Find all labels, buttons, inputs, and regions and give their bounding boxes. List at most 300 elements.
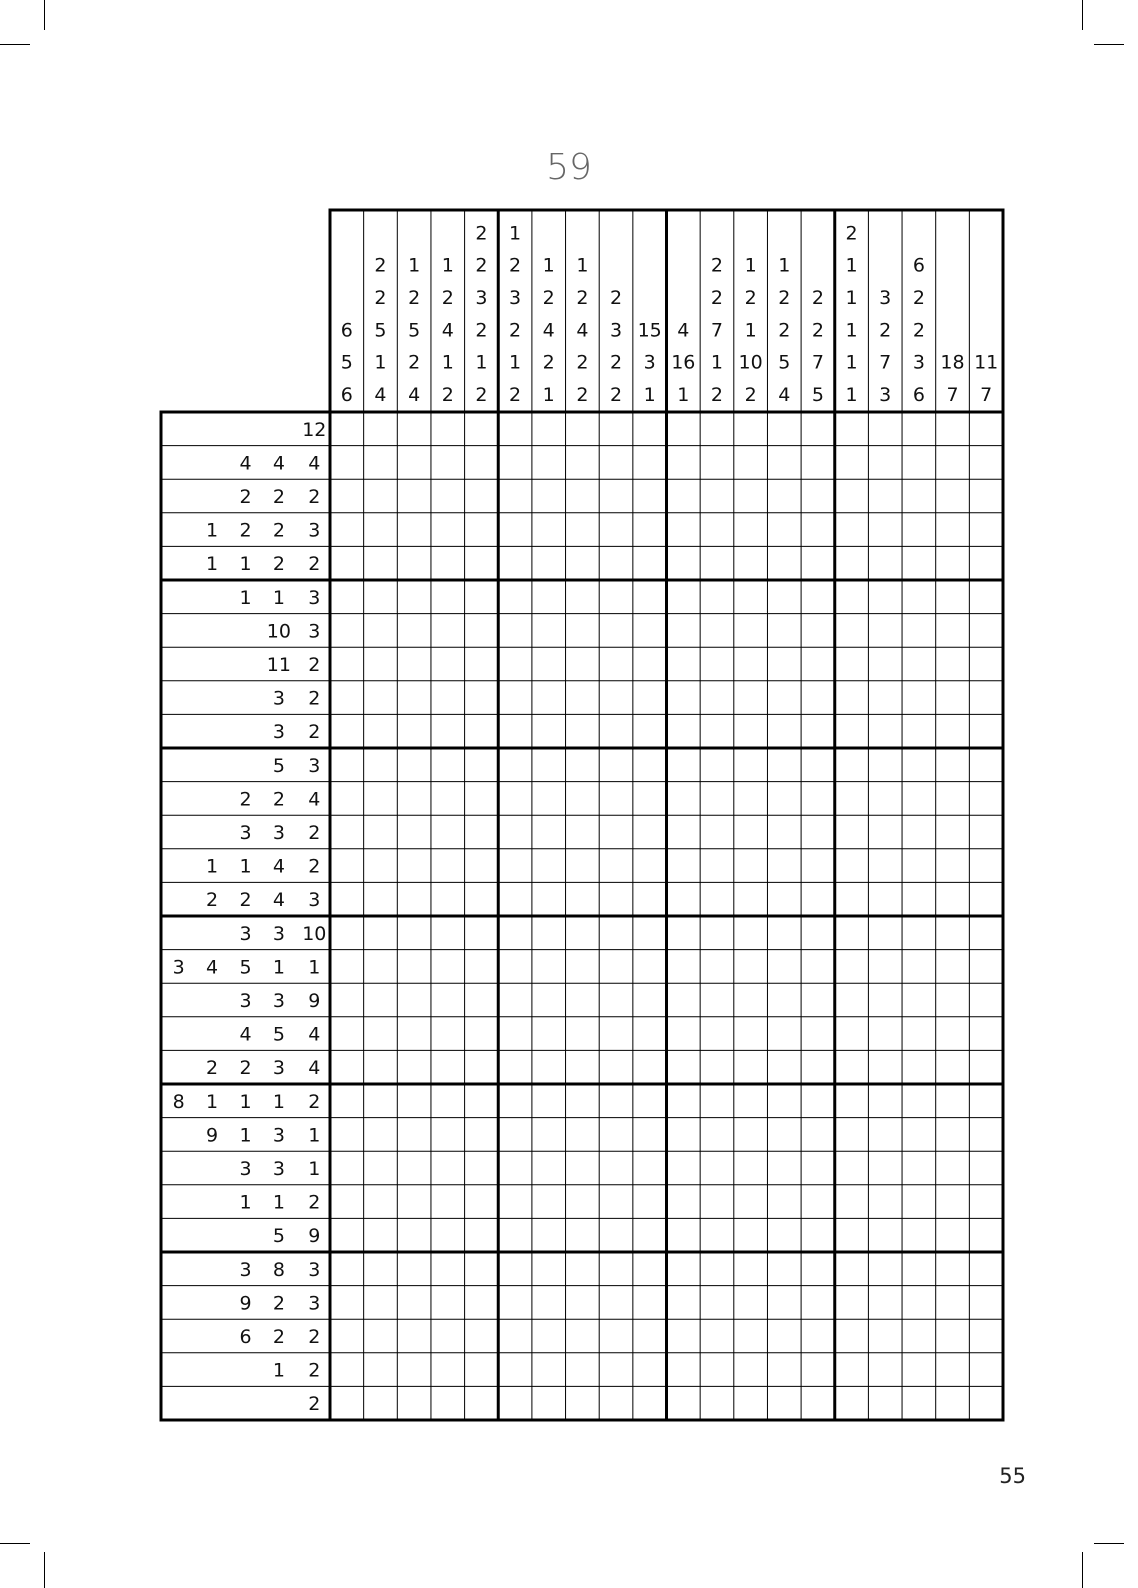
grid-cell[interactable] — [599, 748, 633, 782]
grid-cell[interactable] — [431, 614, 465, 648]
grid-cell[interactable] — [868, 748, 902, 782]
grid-cell[interactable] — [667, 1252, 701, 1286]
grid-cell[interactable] — [465, 714, 499, 748]
grid-cell[interactable] — [532, 412, 566, 446]
grid-cell[interactable] — [801, 1050, 835, 1084]
grid-cell[interactable] — [700, 916, 734, 950]
grid-cell[interactable] — [936, 1319, 970, 1353]
grid-cell[interactable] — [868, 1050, 902, 1084]
grid-cell[interactable] — [532, 1084, 566, 1118]
grid-cell[interactable] — [868, 1084, 902, 1118]
grid-cell[interactable] — [700, 782, 734, 816]
grid-cell[interactable] — [868, 849, 902, 883]
grid-cell[interactable] — [936, 714, 970, 748]
grid-cell[interactable] — [835, 412, 869, 446]
grid-cell[interactable] — [667, 479, 701, 513]
grid-cell[interactable] — [498, 1118, 532, 1152]
grid-cell[interactable] — [868, 916, 902, 950]
grid-cell[interactable] — [633, 681, 667, 715]
grid-cell[interactable] — [397, 882, 431, 916]
grid-cell[interactable] — [902, 681, 936, 715]
grid-cell[interactable] — [700, 950, 734, 984]
grid-cell[interactable] — [667, 983, 701, 1017]
grid-cell[interactable] — [633, 412, 667, 446]
grid-cell[interactable] — [397, 916, 431, 950]
grid-cell[interactable] — [835, 681, 869, 715]
grid-cell[interactable] — [969, 983, 1003, 1017]
grid-cell[interactable] — [936, 513, 970, 547]
grid-cell[interactable] — [397, 546, 431, 580]
grid-cell[interactable] — [801, 748, 835, 782]
grid-cell[interactable] — [902, 882, 936, 916]
grid-cell[interactable] — [633, 1084, 667, 1118]
grid-cell[interactable] — [633, 916, 667, 950]
grid-cell[interactable] — [566, 1252, 600, 1286]
grid-cell[interactable] — [667, 1050, 701, 1084]
grid-cell[interactable] — [734, 1386, 768, 1420]
grid-cell[interactable] — [801, 681, 835, 715]
grid-cell[interactable] — [330, 782, 364, 816]
grid-cell[interactable] — [700, 1050, 734, 1084]
grid-cell[interactable] — [599, 614, 633, 648]
grid-cell[interactable] — [868, 513, 902, 547]
grid-cell[interactable] — [498, 714, 532, 748]
grid-cell[interactable] — [767, 614, 801, 648]
grid-cell[interactable] — [633, 647, 667, 681]
grid-cell[interactable] — [532, 782, 566, 816]
grid-cell[interactable] — [936, 546, 970, 580]
grid-cell[interactable] — [902, 1252, 936, 1286]
grid-cell[interactable] — [667, 412, 701, 446]
grid-cell[interactable] — [902, 916, 936, 950]
grid-cell[interactable] — [700, 983, 734, 1017]
grid-cell[interactable] — [801, 782, 835, 816]
grid-cell[interactable] — [936, 1151, 970, 1185]
grid-cell[interactable] — [465, 1151, 499, 1185]
grid-cell[interactable] — [902, 1319, 936, 1353]
grid-cell[interactable] — [936, 815, 970, 849]
grid-cell[interactable] — [868, 1118, 902, 1152]
grid-cell[interactable] — [330, 1218, 364, 1252]
grid-cell[interactable] — [330, 580, 364, 614]
grid-cell[interactable] — [397, 1118, 431, 1152]
grid-cell[interactable] — [969, 647, 1003, 681]
grid-cell[interactable] — [902, 950, 936, 984]
grid-cell[interactable] — [835, 1252, 869, 1286]
grid-cell[interactable] — [465, 1118, 499, 1152]
grid-cell[interactable] — [835, 580, 869, 614]
grid-cell[interactable] — [364, 546, 398, 580]
grid-cell[interactable] — [330, 815, 364, 849]
grid-cell[interactable] — [633, 983, 667, 1017]
grid-cell[interactable] — [397, 748, 431, 782]
grid-cell[interactable] — [700, 647, 734, 681]
grid-cell[interactable] — [801, 1185, 835, 1219]
grid-cell[interactable] — [532, 513, 566, 547]
grid-cell[interactable] — [902, 714, 936, 748]
grid-cell[interactable] — [364, 446, 398, 480]
grid-cell[interactable] — [868, 546, 902, 580]
grid-cell[interactable] — [936, 1252, 970, 1286]
grid-cell[interactable] — [330, 748, 364, 782]
grid-cell[interactable] — [431, 412, 465, 446]
grid-cell[interactable] — [633, 882, 667, 916]
grid-cell[interactable] — [734, 1353, 768, 1387]
grid-cell[interactable] — [801, 1118, 835, 1152]
grid-cell[interactable] — [767, 1218, 801, 1252]
grid-cell[interactable] — [431, 580, 465, 614]
grid-cell[interactable] — [330, 1252, 364, 1286]
grid-cell[interactable] — [465, 916, 499, 950]
grid-cell[interactable] — [330, 882, 364, 916]
grid-cell[interactable] — [364, 1252, 398, 1286]
grid-cell[interactable] — [667, 1353, 701, 1387]
grid-cell[interactable] — [969, 1084, 1003, 1118]
grid-cell[interactable] — [868, 882, 902, 916]
grid-cell[interactable] — [868, 1286, 902, 1320]
grid-cell[interactable] — [969, 614, 1003, 648]
grid-cell[interactable] — [801, 714, 835, 748]
grid-cell[interactable] — [835, 714, 869, 748]
grid-cell[interactable] — [868, 950, 902, 984]
grid-cell[interactable] — [667, 1084, 701, 1118]
grid-cell[interactable] — [397, 580, 431, 614]
grid-cell[interactable] — [532, 1286, 566, 1320]
grid-cell[interactable] — [364, 647, 398, 681]
grid-cell[interactable] — [465, 782, 499, 816]
grid-cell[interactable] — [734, 1118, 768, 1152]
grid-cell[interactable] — [767, 1319, 801, 1353]
grid-cell[interactable] — [700, 1151, 734, 1185]
grid-cell[interactable] — [465, 1050, 499, 1084]
grid-cell[interactable] — [700, 1386, 734, 1420]
grid-cell[interactable] — [599, 1050, 633, 1084]
grid-cell[interactable] — [364, 1185, 398, 1219]
grid-cell[interactable] — [868, 647, 902, 681]
grid-cell[interactable] — [902, 1017, 936, 1051]
grid-cell[interactable] — [969, 580, 1003, 614]
grid-cell[interactable] — [835, 1386, 869, 1420]
grid-cell[interactable] — [767, 1286, 801, 1320]
grid-cell[interactable] — [431, 1353, 465, 1387]
grid-cell[interactable] — [868, 714, 902, 748]
grid-cell[interactable] — [868, 479, 902, 513]
grid-cell[interactable] — [734, 1151, 768, 1185]
grid-cell[interactable] — [868, 1151, 902, 1185]
grid-cell[interactable] — [431, 1185, 465, 1219]
grid-cell[interactable] — [397, 714, 431, 748]
grid-cell[interactable] — [465, 1353, 499, 1387]
grid-cell[interactable] — [465, 1319, 499, 1353]
grid-cell[interactable] — [868, 815, 902, 849]
grid-cell[interactable] — [465, 1386, 499, 1420]
grid-cell[interactable] — [801, 546, 835, 580]
grid-cell[interactable] — [767, 1050, 801, 1084]
grid-cell[interactable] — [633, 849, 667, 883]
grid-cell[interactable] — [599, 1118, 633, 1152]
grid-cell[interactable] — [801, 815, 835, 849]
grid-cell[interactable] — [498, 647, 532, 681]
grid-cell[interactable] — [566, 849, 600, 883]
grid-cell[interactable] — [667, 950, 701, 984]
grid-cell[interactable] — [734, 815, 768, 849]
grid-cell[interactable] — [330, 1353, 364, 1387]
grid-cell[interactable] — [734, 614, 768, 648]
grid-cell[interactable] — [397, 1050, 431, 1084]
grid-cell[interactable] — [734, 882, 768, 916]
grid-cell[interactable] — [364, 782, 398, 816]
grid-cell[interactable] — [599, 412, 633, 446]
grid-cell[interactable] — [330, 1286, 364, 1320]
grid-cell[interactable] — [532, 647, 566, 681]
grid-cell[interactable] — [498, 1151, 532, 1185]
grid-cell[interactable] — [700, 1286, 734, 1320]
grid-cell[interactable] — [734, 1084, 768, 1118]
grid-cell[interactable] — [801, 647, 835, 681]
grid-cell[interactable] — [431, 916, 465, 950]
grid-cell[interactable] — [364, 1017, 398, 1051]
grid-cell[interactable] — [599, 1151, 633, 1185]
grid-cell[interactable] — [532, 950, 566, 984]
grid-cell[interactable] — [599, 882, 633, 916]
grid-cell[interactable] — [767, 815, 801, 849]
grid-cell[interactable] — [364, 412, 398, 446]
grid-cell[interactable] — [633, 950, 667, 984]
grid-cell[interactable] — [599, 1017, 633, 1051]
grid-cell[interactable] — [868, 614, 902, 648]
grid-cell[interactable] — [633, 446, 667, 480]
grid-cell[interactable] — [969, 1218, 1003, 1252]
grid-cell[interactable] — [801, 950, 835, 984]
grid-cell[interactable] — [801, 1386, 835, 1420]
grid-cell[interactable] — [465, 748, 499, 782]
grid-cell[interactable] — [498, 1185, 532, 1219]
grid-cell[interactable] — [397, 1084, 431, 1118]
grid-cell[interactable] — [566, 1017, 600, 1051]
grid-cell[interactable] — [397, 513, 431, 547]
grid-cell[interactable] — [969, 950, 1003, 984]
grid-cell[interactable] — [767, 950, 801, 984]
grid-cell[interactable] — [633, 1151, 667, 1185]
grid-cell[interactable] — [835, 1050, 869, 1084]
grid-cell[interactable] — [969, 546, 1003, 580]
grid-cell[interactable] — [599, 1252, 633, 1286]
grid-cell[interactable] — [700, 681, 734, 715]
grid-cell[interactable] — [397, 1017, 431, 1051]
grid-cell[interactable] — [532, 580, 566, 614]
grid-cell[interactable] — [801, 1151, 835, 1185]
grid-cell[interactable] — [566, 983, 600, 1017]
grid-cell[interactable] — [969, 1252, 1003, 1286]
grid-cell[interactable] — [902, 580, 936, 614]
grid-cell[interactable] — [700, 446, 734, 480]
grid-cell[interactable] — [498, 614, 532, 648]
grid-cell[interactable] — [330, 1017, 364, 1051]
grid-cell[interactable] — [667, 1319, 701, 1353]
grid-cell[interactable] — [532, 1050, 566, 1084]
grid-cell[interactable] — [431, 546, 465, 580]
grid-cell[interactable] — [801, 1252, 835, 1286]
grid-cell[interactable] — [936, 748, 970, 782]
grid-cell[interactable] — [431, 479, 465, 513]
grid-cell[interactable] — [465, 479, 499, 513]
grid-cell[interactable] — [835, 1084, 869, 1118]
grid-cell[interactable] — [969, 1185, 1003, 1219]
grid-cell[interactable] — [465, 446, 499, 480]
grid-cell[interactable] — [835, 916, 869, 950]
grid-cell[interactable] — [767, 1185, 801, 1219]
grid-cell[interactable] — [498, 412, 532, 446]
grid-cell[interactable] — [936, 1084, 970, 1118]
grid-cell[interactable] — [566, 546, 600, 580]
grid-cell[interactable] — [835, 983, 869, 1017]
grid-cell[interactable] — [431, 849, 465, 883]
grid-cell[interactable] — [465, 1286, 499, 1320]
grid-cell[interactable] — [397, 950, 431, 984]
grid-cell[interactable] — [532, 1386, 566, 1420]
grid-cell[interactable] — [902, 1050, 936, 1084]
grid-cell[interactable] — [566, 1151, 600, 1185]
grid-cell[interactable] — [734, 714, 768, 748]
grid-cell[interactable] — [566, 1286, 600, 1320]
grid-cell[interactable] — [599, 1218, 633, 1252]
grid-cell[interactable] — [532, 1185, 566, 1219]
grid-cell[interactable] — [498, 1084, 532, 1118]
grid-cell[interactable] — [465, 546, 499, 580]
grid-cell[interactable] — [969, 1118, 1003, 1152]
grid-cell[interactable] — [599, 1084, 633, 1118]
grid-cell[interactable] — [969, 1017, 1003, 1051]
grid-cell[interactable] — [566, 681, 600, 715]
grid-cell[interactable] — [734, 446, 768, 480]
grid-cell[interactable] — [734, 1185, 768, 1219]
grid-cell[interactable] — [465, 983, 499, 1017]
grid-cell[interactable] — [364, 614, 398, 648]
grid-cell[interactable] — [734, 647, 768, 681]
grid-cell[interactable] — [835, 1185, 869, 1219]
grid-cell[interactable] — [936, 782, 970, 816]
grid-cell[interactable] — [498, 546, 532, 580]
grid-cell[interactable] — [700, 1084, 734, 1118]
grid-cell[interactable] — [969, 748, 1003, 782]
grid-cell[interactable] — [599, 546, 633, 580]
grid-cell[interactable] — [633, 614, 667, 648]
grid-cell[interactable] — [734, 748, 768, 782]
grid-cell[interactable] — [767, 748, 801, 782]
grid-cell[interactable] — [734, 1017, 768, 1051]
grid-cell[interactable] — [667, 446, 701, 480]
grid-cell[interactable] — [700, 580, 734, 614]
grid-cell[interactable] — [532, 815, 566, 849]
grid-cell[interactable] — [498, 882, 532, 916]
grid-cell[interactable] — [667, 1386, 701, 1420]
grid-cell[interactable] — [633, 1017, 667, 1051]
grid-cell[interactable] — [532, 479, 566, 513]
grid-cell[interactable] — [734, 1218, 768, 1252]
grid-cell[interactable] — [566, 647, 600, 681]
grid-cell[interactable] — [498, 1386, 532, 1420]
grid-cell[interactable] — [633, 513, 667, 547]
grid-cell[interactable] — [532, 1319, 566, 1353]
grid-cell[interactable] — [498, 983, 532, 1017]
grid-cell[interactable] — [936, 882, 970, 916]
grid-cell[interactable] — [330, 412, 364, 446]
grid-cell[interactable] — [498, 950, 532, 984]
grid-cell[interactable] — [599, 513, 633, 547]
grid-cell[interactable] — [835, 1218, 869, 1252]
grid-cell[interactable] — [835, 513, 869, 547]
grid-cell[interactable] — [767, 412, 801, 446]
grid-cell[interactable] — [532, 1252, 566, 1286]
grid-cell[interactable] — [801, 1353, 835, 1387]
grid-cell[interactable] — [667, 1218, 701, 1252]
grid-cell[interactable] — [397, 815, 431, 849]
grid-cell[interactable] — [902, 815, 936, 849]
grid-cell[interactable] — [667, 681, 701, 715]
grid-cell[interactable] — [532, 1118, 566, 1152]
grid-cell[interactable] — [767, 681, 801, 715]
grid-cell[interactable] — [700, 1017, 734, 1051]
grid-cell[interactable] — [599, 983, 633, 1017]
grid-cell[interactable] — [902, 748, 936, 782]
grid-cell[interactable] — [767, 882, 801, 916]
grid-cell[interactable] — [498, 513, 532, 547]
grid-cell[interactable] — [767, 1151, 801, 1185]
grid-cell[interactable] — [734, 782, 768, 816]
grid-cell[interactable] — [969, 446, 1003, 480]
grid-cell[interactable] — [734, 580, 768, 614]
grid-cell[interactable] — [835, 614, 869, 648]
grid-cell[interactable] — [700, 1252, 734, 1286]
grid-cell[interactable] — [532, 1218, 566, 1252]
grid-cell[interactable] — [431, 1118, 465, 1152]
grid-cell[interactable] — [801, 1286, 835, 1320]
grid-cell[interactable] — [902, 849, 936, 883]
grid-cell[interactable] — [532, 882, 566, 916]
grid-cell[interactable] — [465, 1252, 499, 1286]
grid-cell[interactable] — [969, 412, 1003, 446]
grid-cell[interactable] — [397, 647, 431, 681]
grid-cell[interactable] — [767, 916, 801, 950]
grid-cell[interactable] — [566, 580, 600, 614]
grid-cell[interactable] — [734, 1319, 768, 1353]
grid-cell[interactable] — [902, 1286, 936, 1320]
grid-cell[interactable] — [801, 1218, 835, 1252]
grid-cell[interactable] — [465, 1218, 499, 1252]
grid-cell[interactable] — [633, 1185, 667, 1219]
grid-cell[interactable] — [801, 1084, 835, 1118]
grid-cell[interactable] — [566, 1386, 600, 1420]
grid-cell[interactable] — [801, 412, 835, 446]
grid-cell[interactable] — [801, 513, 835, 547]
grid-cell[interactable] — [397, 479, 431, 513]
grid-cell[interactable] — [936, 1218, 970, 1252]
grid-cell[interactable] — [767, 714, 801, 748]
grid-cell[interactable] — [330, 446, 364, 480]
grid-cell[interactable] — [599, 916, 633, 950]
grid-cell[interactable] — [835, 647, 869, 681]
grid-cell[interactable] — [431, 1050, 465, 1084]
grid-cell[interactable] — [835, 479, 869, 513]
grid-cell[interactable] — [364, 815, 398, 849]
grid-cell[interactable] — [667, 1151, 701, 1185]
grid-cell[interactable] — [364, 1084, 398, 1118]
grid-cell[interactable] — [397, 412, 431, 446]
grid-cell[interactable] — [498, 1353, 532, 1387]
grid-cell[interactable] — [330, 714, 364, 748]
grid-cell[interactable] — [566, 1185, 600, 1219]
grid-cell[interactable] — [566, 748, 600, 782]
